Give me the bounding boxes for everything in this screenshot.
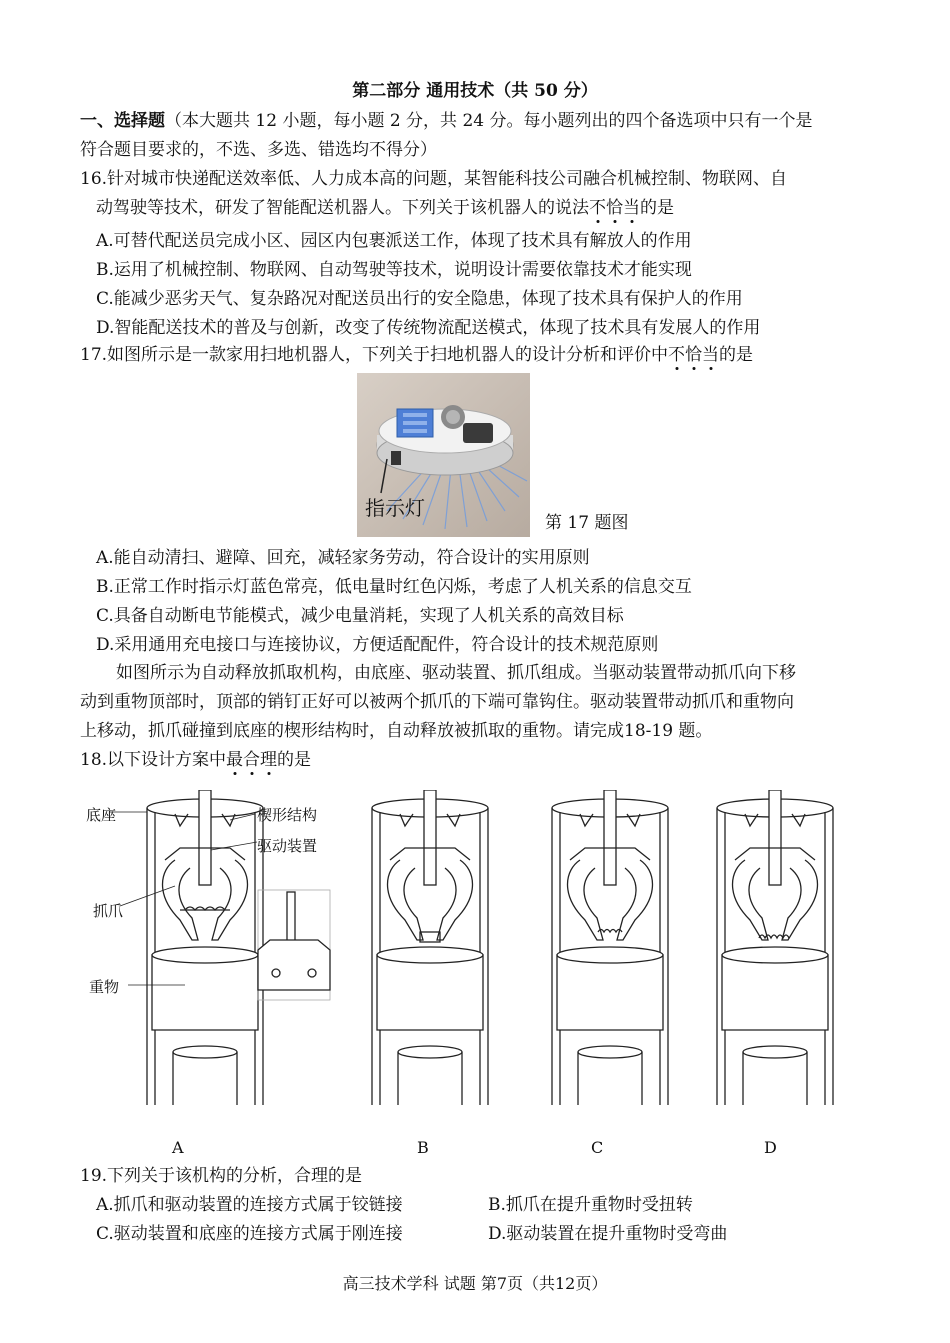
- label-base: 底座: [86, 806, 117, 824]
- q18-emph-1: 最: [226, 750, 244, 770]
- label-weight: 重物: [89, 978, 120, 996]
- q17-option-c[interactable]: C.具备自动断电节能模式，减少电量消耗，实现了人机关系的高效目标: [96, 606, 624, 626]
- q17-emph-3: 当: [702, 345, 720, 365]
- section-desc-2: 符合题目要求的，不选、多选、错选均不得分）: [80, 140, 437, 160]
- q17-stem-text: 17.如图所示是一款家用扫地机器人，下列关于扫地机器人的设计分析和评价中: [80, 345, 669, 365]
- q19-option-a[interactable]: A.抓爪和驱动装置的连接方式属于铰链接: [96, 1195, 403, 1215]
- section-heading: 一、选择题: [80, 111, 165, 131]
- robot-vacuum-illustration: [357, 373, 530, 537]
- q17-stem: [80, 344, 753, 366]
- q16-option-a[interactable]: A.可替代配送员完成小区、园区内包裹派送工作，体现了技术具有解放人的作用: [96, 231, 692, 251]
- q19-option-c[interactable]: C.驱动装置和底座的连接方式属于刚连接: [96, 1224, 403, 1244]
- q16-emph-2: 恰: [606, 198, 623, 218]
- label-claw: 抓爪: [93, 902, 124, 920]
- design-option-c-diagram: [540, 790, 680, 1110]
- option-d-letter[interactable]: D: [764, 1138, 777, 1157]
- passage-line-3: 上移动，抓爪碰撞到底座的楔形结构时，自动释放被抓取的重物。请完成18-19 题。: [80, 721, 713, 741]
- q16-stem-2-text: 动驾驶等技术，研发了智能配送机器人。下列关于该机器人的说法: [96, 198, 589, 218]
- q17-option-a[interactable]: A.能自动清扫、避障、回充，减轻家务劳动，符合设计的实用原则: [96, 548, 590, 568]
- page-title: 第二部分 通用技术（共 50 分）: [352, 81, 598, 101]
- q16-stem-2-end: 的是: [640, 198, 674, 218]
- passage-line-1: 如图所示为自动释放抓取机构，由底座、驱动装置、抓爪组成。当驱动装置带动抓爪向下移: [116, 663, 796, 683]
- q19-option-b[interactable]: B.抓爪在提升重物时受扭转: [488, 1195, 693, 1215]
- q18-emph-2: 合: [243, 750, 261, 770]
- q18-stem-text: 18.以下设计方案中: [80, 750, 227, 770]
- q17-option-b[interactable]: B.正常工作时指示灯蓝色常亮，低电量时红色闪烁，考虑了人机关系的信息交互: [96, 577, 692, 597]
- robot-vacuum-photo: [357, 373, 530, 537]
- design-option-a-diagram: [80, 790, 340, 1110]
- q17-emph-1: 不: [668, 345, 686, 365]
- q19-option-d[interactable]: D.驱动装置在提升重物时受弯曲: [488, 1224, 728, 1244]
- page-footer: 高三技术学科 试题 第7页（共12页）: [342, 1274, 608, 1293]
- q16-option-c[interactable]: C.能减少恶劣天气、复杂路况对配送员出行的安全隐患，体现了技术具有保护人的作用: [96, 289, 743, 309]
- option-c-letter[interactable]: C: [591, 1138, 604, 1157]
- q17-option-d[interactable]: D.采用通用充电接口与连接协议，方便适配配件，符合设计的技术规范原则: [96, 635, 659, 655]
- option-a-letter[interactable]: A: [172, 1138, 184, 1157]
- q18-stem: [80, 749, 311, 771]
- figure-17-caption: 第 17 题图: [545, 513, 629, 533]
- label-wedge: 楔形结构: [257, 806, 318, 824]
- q17-stem-end: 的是: [719, 345, 754, 365]
- q16-emph-1: 不: [589, 198, 606, 218]
- q16-emph-3: 当: [623, 198, 640, 218]
- q19-stem: 19.下列关于该机构的分析，合理的是: [80, 1166, 363, 1186]
- section-desc-1: （本大题共 12 小题，每小题 2 分，共 24 分。每小题列出的四个备选项中只有一个是: [165, 111, 813, 131]
- q16-option-d[interactable]: D.智能配送技术的普及与创新，改变了传统物流配送模式，体现了技术具有发展人的作用: [96, 318, 761, 338]
- q16-option-b[interactable]: B.运用了机械控制、物联网、自动驾驶等技术，说明设计需要依靠技术才能实现: [96, 260, 692, 280]
- q16-stem-2: [96, 197, 674, 219]
- label-drive: 驱动装置: [257, 837, 318, 855]
- passage-line-2: 动到重物顶部时，顶部的销钉正好可以被两个抓爪的下端可靠钩住。驱动装置带动抓爪和重物向: [80, 692, 794, 712]
- q18-stem-end: 的是: [277, 750, 312, 770]
- q17-emph-2: 恰: [685, 345, 703, 365]
- option-b-letter[interactable]: B: [417, 1138, 429, 1157]
- q16-stem-1: 16.针对城市快递配送效率低、人力成本高的问题，某智能科技公司融合机械控制、物联网、自: [80, 169, 788, 189]
- design-option-b-diagram: [360, 790, 500, 1110]
- design-option-d-diagram: [705, 790, 845, 1110]
- q18-emph-3: 理: [260, 750, 278, 770]
- indicator-light-label: 指示灯: [365, 496, 425, 520]
- section-intro: [80, 110, 813, 132]
